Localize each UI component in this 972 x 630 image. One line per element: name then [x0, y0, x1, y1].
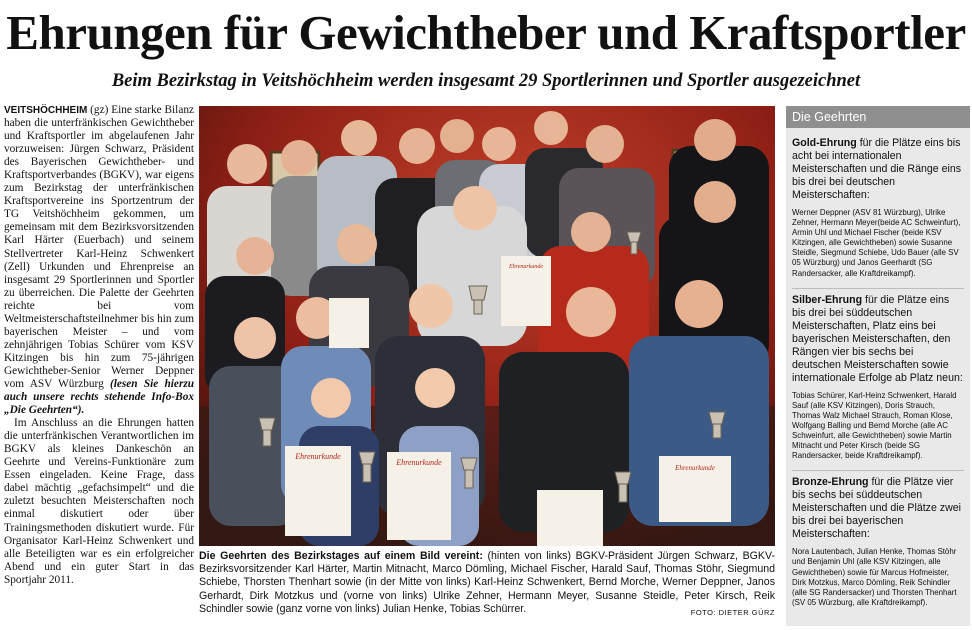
certificate-label: Ehrenurkunde — [675, 464, 715, 472]
photo-caption — [199, 550, 775, 626]
info-box-title: Die Geehrten — [786, 106, 970, 128]
article-text — [4, 104, 194, 626]
photo-credit: FOTO: DIETER GÜRZ — [690, 607, 775, 617]
article-paragraph: Im Anschluss an die Ehrungen hatten die unterfränkischen Verantwortlichen im BGKV als kleines Dankeschön an Geehrte und Vereins-Funktionäre zum Essen eingeladen. Keine Frage, dass dabei mächtig „gefachsimpelt“ und die zuletzt besuchten Meisterschaften noch einmal diskutiert oder über Trainingsmethoden diskutiert wurde. Für Organisator Karl-Heinz Schwenkert und alle Beteiligten war es ein erfolgreicher Abend und ein guter Start in das Sportjahr 2011. — [4, 417, 194, 586]
section-body: Nora Lautenbach, Julian Henke, Thomas Stöhr und Benjamin Uhl (alle KSV Kitzingen, alle Gewichtheben) sowie für Marcus Hofmeister, Dirk Motzkus, Marco Dömling, Reik Schindler (alle SG Randersacker) und Thorsten Thenhart (SV 05 Würzburg, alle Kraftdreikampf). — [792, 547, 957, 607]
certificate-label: Ehrenurkunde — [396, 458, 442, 467]
section-heading: Silber-Ehrung für die Plätze eins bis drei bei süddeutschen Meisterschaften, Platz eins bei bayerischen Meisterschaften, den Rängen vier bis sechs bei deutschen Meisterschaften sowie internationale Erfolge ab Platz neun: — [792, 288, 964, 385]
caption-lead: Die Geehrten des Bezirkstages auf einem Bild vereint: — [199, 550, 483, 562]
info-section-silver — [786, 288, 970, 462]
section-heading: Bronze-Ehrung für die Plätze vier bis sechs bei süddeutschen Meisterschaften und die Plätze zwei bis drei bei bayerischen Meisterschaften: — [792, 470, 964, 541]
group-photo — [199, 106, 775, 546]
group-photo-illustration — [199, 106, 775, 546]
certificate-label: Ehrenurkunde — [508, 264, 544, 270]
article-p1: Eine starke Bilanz haben die unterfränkischen Gewichtheber und Kraftsportler im abgelaufenen Jahr vorzuweisen: Jürgen Schwarz, Präsident des Bayerischen Gewichtheber- und Kraftsportverbandes (BGKV), war eigens zum Bezirkstag der unterfränkischen Kraftsportvereine ins Sportzentrum der TG Veitshöchheim gekommen, um gemeinsam mit dem Bezirksvorsitzenden Karl Härter (Euerbach) und seinem Stellvertreter Karl-Heinz Schwenkert (Zell) Urkunden und Ehrenpreise an insgesamt 29 Sportlerinnen und Sportler zu überreichen. Die Palette der Geehrten reichte bei vom Weltmeisterschaftsteilnehmer bis hin zum bayerischen Meister – und vom zehnjährigen Tobias Schürer vom KSV Kitzingen bis hin zum 75-jährigen Gewichtheber-Senior Werner Deppner vom ASV Würzburg — [4, 104, 194, 390]
section-heading: Gold-Ehrung für die Plätze eins bis acht bei internationalen Meisterschaften und die Ränge eins bis drei bei deutschen Meisterschaften: — [792, 137, 962, 201]
caption-text: (hinten von links) BGKV-Präsident Jürgen Schwarz, BGKV-Bezirksvorsitzender Karl Härter, Martin Mitnacht, Marco Dömling, Michael Fischer, Harald Sauf, Thomas Stöhr, Siegmund Schiebe, Thorsten Thenhart sowie (in der Mitte von links) Karl-Heinz Schwenkert, Bernd Morche, Werner Deppner, Janos Gerhardt, Dirk Motzkus und (vorne von links) Ulrike Zehner, Hermann Meyer, Susanne Steidle, Peter Kirsch, Reik Schindler sowie (ganz vorne von links) Julian Henke, Tobias Schürrer. — [199, 550, 775, 615]
info-section-bronze — [786, 470, 970, 608]
section-body: Tobias Schürer, Karl-Heinz Schwenkert, Harald Sauf (alle KSV Kitzingen), Doris Strauch, Thomas Walz Michael Strauch, Roman Klose, Wolfgang Balling und Bernd Morche (alle AC Schweinfurt, alle Gewichtheben) sowie Martin Mitnacht und Peter Kirsch (beide SG Randersacker, beide Kraftdreikampf). — [792, 390, 957, 461]
author-tag: (gz) — [90, 104, 109, 116]
certificate-label: Ehrenurkunde — [295, 452, 341, 461]
article-hint: (lesen Sie hierzu auch unsere rechts stehende Info-Box „Die Geehrten“). — [4, 377, 194, 417]
info-section-gold — [786, 132, 970, 279]
article-paragraph — [4, 104, 194, 417]
info-box — [786, 106, 970, 626]
subheadline: Beim Bezirkstag in Veitshöchheim werden insgesamt 29 Sportlerinnen und Sportler ausgezeichnet — [111, 71, 861, 91]
headline: Ehrungen für Gewichtheber und Kraftsportler — [6, 5, 966, 60]
dateline: VEITSHÖCHHEIM — [4, 105, 88, 116]
section-body: Werner Deppner (ASV 81 Würzburg), Ulrike Zehner, Hermann Meyer(beide AC Schweinfurt), Armin Uhl und Michael Fischer (beide KSV Kitzingen, alle Gewichtheben) sowie Susanne Steidle, Siegmund Schiebe, Udo Bauer (alle SV 05 Würzburg) und Janos Geerhardt (SG Randersacker, alle Kraftdreikampf). — [792, 208, 961, 278]
